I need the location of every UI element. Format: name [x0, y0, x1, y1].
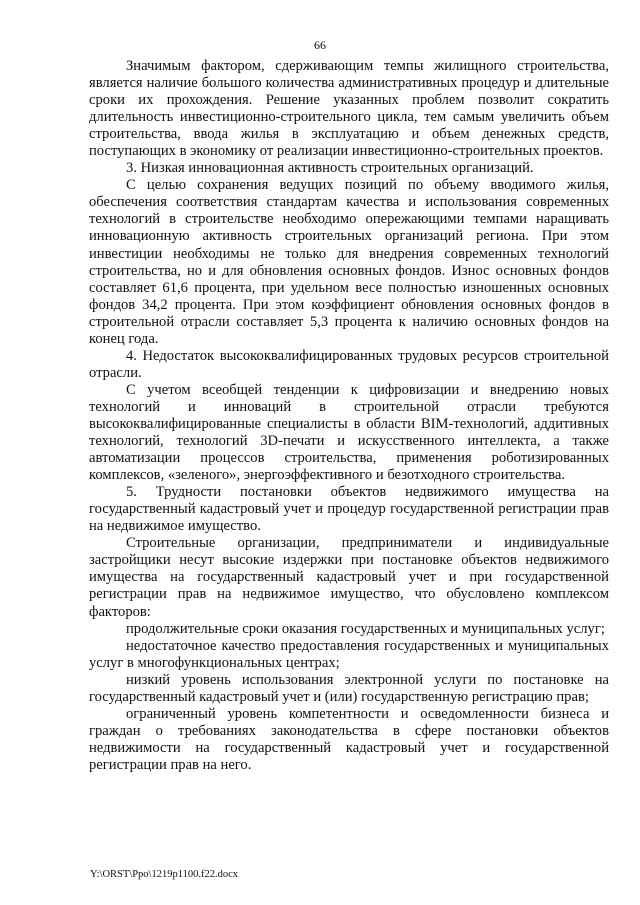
list-item-electronic-service: низкий уровень использования электронной услуги по постановке на государственный кадастровый учет и (или) государственную регистрацию прав; — [89, 671, 609, 705]
footer-file-path: Y:\ORST\Ppo\1219p1100.f22.docx — [90, 869, 238, 880]
page-number: 66 — [314, 38, 326, 52]
list-item-awareness: ограниченный уровень компетентности и осведомленности бизнеса и граждан о требованиях законодательства в сфере постановки объектов недвижимости на государственный кадастровый учет и государственной регистрации прав на него. — [89, 705, 609, 773]
document-body — [89, 58, 609, 774]
paragraph-registration-costs: Строительные организации, предприниматели и индивидуальные застройщики несут высокие издержки при постановке объектов недвижимого имущества на государственный кадастровый учет и при государственной регистрации прав на недвижимое имущество, что обусловлено комплексом факторов: — [89, 535, 609, 620]
list-item-service-terms: продолжительные сроки оказания государственных и муниципальных услуг; — [126, 620, 605, 637]
paragraph-item-5-heading: 5. Трудности постановки объектов недвижимого имущества на государственный кадастровый учет и процедур государственной регистрации прав на недвижимое имущество. — [89, 484, 609, 535]
paragraph-innovation: С целью сохранения ведущих позиций по объему вводимого жилья, обеспечения соответствия стандартам качества и использования современных технологий в строительстве необходимо опережающими темпами наращивать инновационную активность строительных организаций региона. При этом инвестиции необходимы не только для внедрения современных технологий строительства, но и для обновления основных фондов. Износ основных фондов составляет 61,6 процента, при удельном весе полностью изношенных основных фондов 34,2 процента. При этом коэффициент обновления основных фондов в строительной отрасли составляет 5,3 процента к наличию основных фондов на конец года. — [89, 177, 609, 347]
paragraph-item-3-heading: 3. Низкая инновационная активность строительных организаций. — [126, 160, 534, 177]
paragraph-digitalization: С учетом всеобщей тенденции к цифровизации и внедрению новых технологий и инноваций в строительной отрасли требуются высококвалифицированные специалисты в области BIM-технологий, аддитивных технологий, технологий 3D-печати и искусственного интеллекта, а также автоматизации процессов строительства, применения роботизированных комплексов, «зеленого», энергоэффективного и безотходного строительства. — [89, 381, 609, 484]
paragraph-item-4-heading: 4. Недостаток высококвалифицированных трудовых ресурсов строительной отрасли. — [89, 347, 609, 381]
list-item-service-quality: недостаточное качество предоставления государственных и муниципальных услуг в многофункциональных центрах; — [89, 637, 609, 671]
paragraph-housing-factor: Значимым фактором, сдерживающим темпы жилищного строительства, является наличие большого количества административных процедур и длительные сроки их прохождения. Решение указанных проблем позволит сократить длительность инвестиционно-строительного цикла, тем самым увеличить объем строительства, ввода жилья в эксплуатацию и объем денежных средств, поступающих в экономику от реализации инвестиционно-строительных проектов. — [89, 58, 609, 160]
